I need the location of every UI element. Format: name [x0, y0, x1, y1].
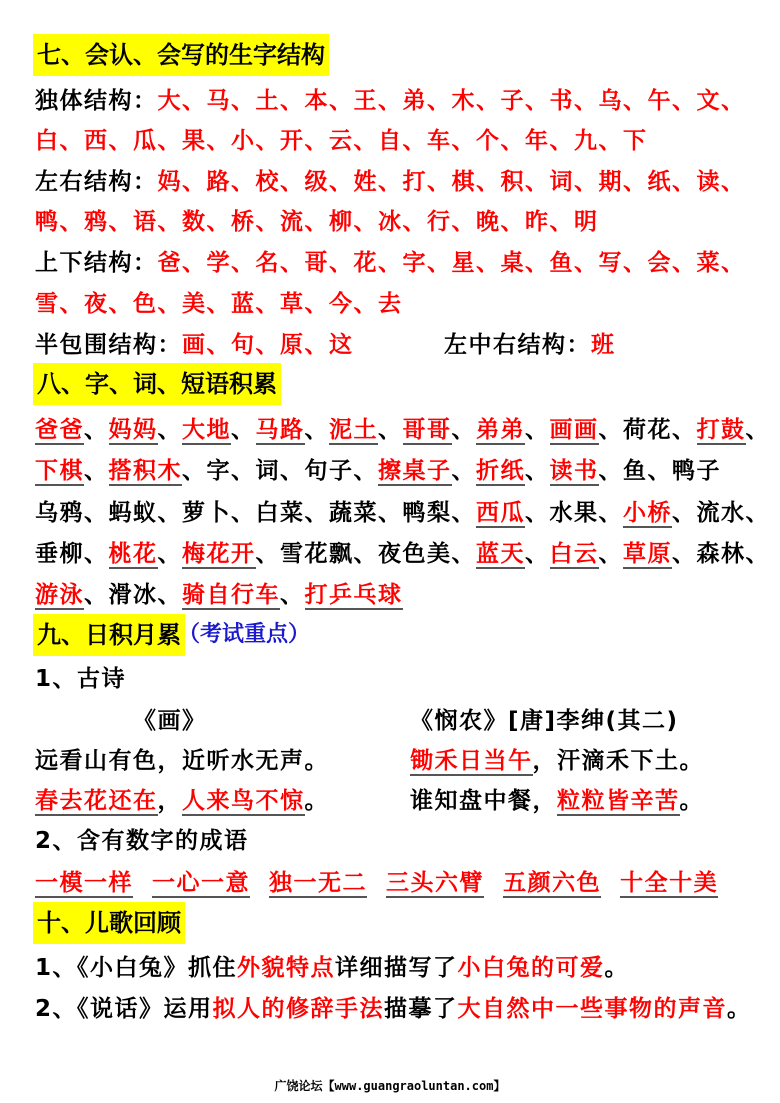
text-line — [35, 664, 126, 694]
highlighted-text: 大自然中一些事物的声音 — [457, 996, 728, 1022]
highlighted-text: 爸爸 — [35, 417, 84, 443]
text-line — [35, 994, 752, 1024]
text-segment: 半包围结构： — [35, 332, 182, 358]
text-segment: 《悯农》[唐]李绅(其二) — [410, 708, 679, 734]
text-line — [133, 706, 207, 736]
text-segment: 。 — [304, 788, 329, 814]
text-segment: 描摹了 — [384, 996, 458, 1022]
highlighted-text: 五颜六色 — [503, 870, 602, 896]
highlighted-text: 画画 — [549, 417, 599, 443]
highlighted-text: 搭积木 — [108, 458, 182, 484]
highlighted-text: 梅花开 — [182, 541, 256, 567]
footer-watermark: 广饶论坛【www.guangraoluntan.com】 — [274, 1079, 506, 1093]
text-segment: 详细描写了 — [335, 955, 458, 981]
heading-section-8: 八、字、词、短语积累 — [33, 363, 281, 405]
text-segment: 、 — [598, 541, 623, 567]
text-segment: 、 — [157, 417, 182, 443]
text-line — [35, 330, 354, 360]
text-segment: 、 — [745, 417, 770, 443]
text-segment: 左右结构： — [35, 169, 158, 195]
text-segment: 、 — [84, 458, 109, 484]
text-line — [35, 248, 746, 278]
highlighted-text: 游泳 — [35, 582, 84, 608]
text-segment: 、水果、 — [525, 500, 623, 526]
highlighted-text: 小桥 — [623, 500, 672, 526]
text-segment: 独体结构： — [35, 88, 158, 114]
highlighted-text: 粒粒皆辛苦 — [557, 788, 680, 814]
text-segment — [601, 870, 620, 896]
heading-section-7: 七、会认、会写的生字结构 — [33, 34, 329, 76]
highlighted-text: 马路 — [255, 417, 305, 443]
text-line — [35, 86, 746, 116]
text-segment: 、 — [525, 541, 550, 567]
text-segment — [133, 870, 152, 896]
text-line — [35, 456, 721, 486]
highlighted-text: 蓝天 — [476, 541, 525, 567]
highlighted-text: 班 — [591, 332, 616, 358]
text-segment: ，汗滴禾下土。 — [532, 748, 704, 774]
text-segment: 1、《小白兔》抓住 — [35, 955, 238, 981]
highlighted-text: 大、马、土、本、王、弟、木、子、书、乌、午、文、 — [157, 88, 746, 114]
text-segment: 、森林、 — [672, 541, 770, 567]
text-segment: 、 — [84, 417, 109, 443]
highlighted-text: 一模一样 — [35, 870, 133, 896]
text-segment: 上下结构： — [35, 250, 158, 276]
highlighted-text: 骑自行车 — [182, 582, 280, 608]
highlighted-text: 一心一意 — [152, 870, 251, 896]
text-line — [35, 207, 599, 237]
text-segment: 。 — [679, 788, 704, 814]
text-segment: 、流水、 — [672, 500, 770, 526]
text-segment: 、 — [451, 458, 476, 484]
text-segment: 、 — [525, 417, 550, 443]
highlighted-text: 大地 — [182, 417, 231, 443]
highlighted-text: 小白兔的可爱 — [457, 955, 605, 981]
text-segment — [367, 870, 386, 896]
text-line — [35, 868, 718, 898]
text-segment: 、滑冰、 — [84, 582, 182, 608]
highlighted-text: 西瓜 — [476, 500, 525, 526]
text-segment: 2、《说话》运用 — [35, 996, 213, 1022]
highlighted-text: 鸭、鸦、语、数、桥、流、柳、冰、行、晚、昨、明 — [35, 209, 599, 235]
text-segment — [484, 870, 503, 896]
text-segment: 远看山有色，近听水无声。 — [35, 748, 329, 774]
heading-section-9-title: 九、日积月累 — [37, 621, 181, 649]
highlighted-text: 桃花 — [108, 541, 158, 567]
text-segment: 《画》 — [133, 708, 207, 734]
text-line — [35, 826, 249, 856]
highlighted-text: 擦桌子 — [378, 458, 452, 484]
highlighted-text: 弟弟 — [476, 417, 525, 443]
highlighted-text: 白、西、瓜、果、小、开、云、自、车、个、年、九、下 — [35, 128, 648, 154]
text-segment: 。 — [727, 996, 752, 1022]
highlighted-text: 外貌特点 — [237, 955, 336, 981]
highlighted-text: 十全十美 — [620, 870, 719, 896]
highlighted-text: 春去花还在 — [35, 788, 158, 814]
text-line — [410, 706, 679, 736]
highlighted-text: 独一无二 — [269, 870, 368, 896]
highlighted-text: 草原 — [623, 541, 672, 567]
text-segment: 、 — [525, 458, 550, 484]
text-line — [35, 953, 629, 983]
text-line — [35, 289, 403, 319]
exam-focus-note: （考试重点） — [178, 622, 311, 647]
heading-section-9 — [33, 614, 185, 656]
highlighted-text: 雪、夜、色、美、蓝、草、今、去 — [35, 291, 403, 317]
text-line — [35, 746, 329, 776]
text-segment: 1、古诗 — [35, 666, 127, 692]
highlighted-text: 打鼓 — [696, 417, 746, 443]
text-segment: 乌鸦、蚂蚁、萝卜、白菜、蔬菜、鸭梨、 — [35, 500, 476, 526]
text-segment: ， — [157, 788, 182, 814]
highlighted-text: 下棋 — [35, 458, 84, 484]
highlighted-text: 读书 — [549, 458, 599, 484]
text-segment: 、 — [378, 417, 403, 443]
text-line — [35, 539, 770, 569]
text-segment: 、荷花、 — [598, 417, 697, 443]
text-segment — [250, 870, 269, 896]
text-segment: 、 — [304, 417, 329, 443]
text-line — [35, 415, 770, 445]
text-line — [35, 580, 403, 610]
text-segment: 、 — [451, 417, 476, 443]
text-segment: 谁知盘中餐， — [410, 788, 557, 814]
text-line — [410, 746, 704, 776]
text-segment: 左中右结构： — [444, 332, 591, 358]
highlighted-text: 白云 — [549, 541, 599, 567]
text-segment: 、 — [231, 417, 256, 443]
text-segment: 垂柳、 — [35, 541, 109, 567]
highlighted-text: 妈、路、校、级、姓、打、棋、积、词、期、纸、读、 — [157, 169, 746, 195]
highlighted-text: 折纸 — [476, 458, 525, 484]
heading-section-10: 十、儿歌回顾 — [33, 902, 185, 944]
text-segment: 、 — [280, 582, 305, 608]
text-line — [35, 498, 770, 528]
highlighted-text: 画、句、原、这 — [182, 332, 354, 358]
highlighted-text: 妈妈 — [108, 417, 158, 443]
text-line — [35, 786, 329, 816]
text-segment: 、 — [157, 541, 182, 567]
highlighted-text: 拟人的修辞手法 — [212, 996, 385, 1022]
highlighted-text: 泥土 — [329, 417, 378, 443]
highlighted-text: 人来鸟不惊 — [182, 788, 305, 814]
text-line — [35, 167, 746, 197]
highlighted-text: 爸、学、名、哥、花、字、星、桌、鱼、写、会、菜、 — [157, 250, 746, 276]
highlighted-text: 锄禾日当午 — [410, 748, 533, 774]
text-segment: 、雪花飘、夜色美、 — [255, 541, 476, 567]
highlighted-text: 三头六臂 — [386, 870, 485, 896]
text-line — [410, 786, 704, 816]
text-segment: 。 — [604, 955, 630, 981]
text-line — [35, 126, 648, 156]
text-segment: 、鱼、鸭子 — [598, 458, 721, 484]
text-segment: 、字、词、句子、 — [182, 458, 378, 484]
text-line — [444, 330, 616, 360]
highlighted-text: 哥哥 — [402, 417, 452, 443]
text-segment: 2、含有数字的成语 — [35, 828, 249, 854]
highlighted-text: 打乒乓球 — [304, 582, 403, 608]
